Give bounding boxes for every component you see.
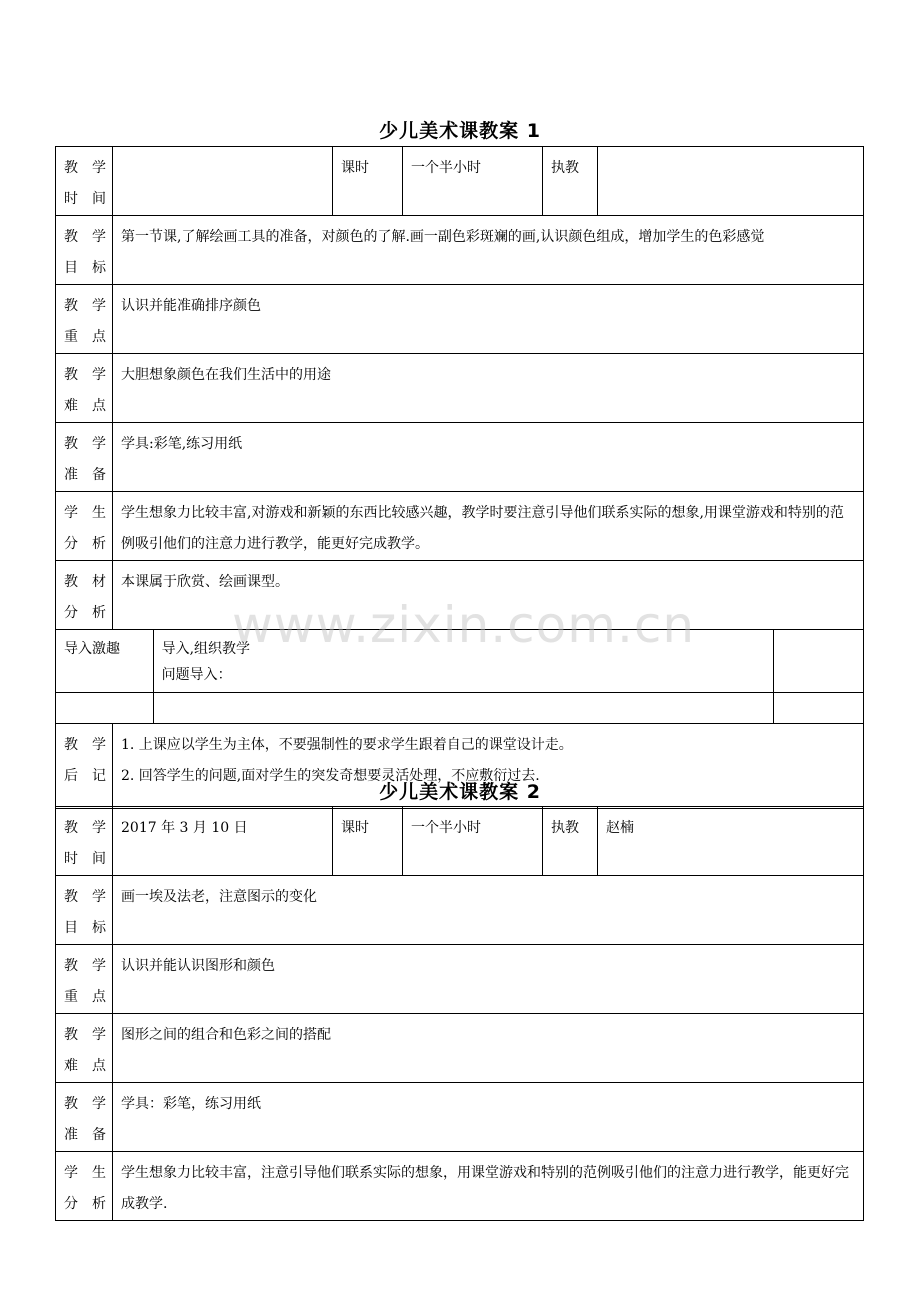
focus-value: 认识并能准确排序颜色 xyxy=(113,285,864,354)
prep-label: 教 学 准备 xyxy=(56,1083,113,1152)
time-value: 2017 年 3 月 10 日 xyxy=(113,807,333,876)
lesson-plan-2-title: 少儿美术课教案 2 xyxy=(379,781,541,803)
time-label: 教 学 时间 xyxy=(56,147,113,216)
student-row xyxy=(56,1152,864,1221)
prep-label: 教 学 准备 xyxy=(56,423,113,492)
intro-inner-table xyxy=(56,630,863,723)
goal-row xyxy=(56,876,864,945)
hours-label: 课时 xyxy=(333,147,403,216)
lesson-plan-1-title: 少儿美术课教案 1 xyxy=(379,120,541,142)
teacher-label: 执教 xyxy=(543,807,598,876)
difficulty-value: 大胆想象颜色在我们生活中的用途 xyxy=(113,354,864,423)
focus-row xyxy=(56,285,864,354)
hours-label: 课时 xyxy=(333,807,403,876)
goal-value: 画一埃及法老，注意图示的变化 xyxy=(113,876,864,945)
difficulty-row xyxy=(56,354,864,423)
reflection-content: 1. 上课应以学生为主体，不要强制性的要求学生跟着自己的课堂设计走。 2. 回答学生的问题,面对学生的突发奇想要灵活处理，不应敷衍过去. xyxy=(113,724,864,809)
teacher-value: 赵楠 xyxy=(598,807,864,876)
prep-value: 学具:彩笔,练习用纸 xyxy=(113,423,864,492)
intro-row xyxy=(56,630,863,692)
focus-label: 教 学 重点 xyxy=(56,285,113,354)
empty-cell xyxy=(56,692,153,723)
intro-label: 导入激趣 xyxy=(56,630,153,692)
teacher-label: 执教 xyxy=(543,147,598,216)
time-row xyxy=(56,807,864,876)
material-row xyxy=(56,561,864,630)
intro-content: 导入,组织教学 问题导入： xyxy=(153,630,774,692)
student-value: 学生想象力比较丰富,对游戏和新颖的东西比较感兴趣，教学时要注意引导他们联系实际的想象,用课堂游戏和特别的范例吸引他们的注意力进行教学，能更好完成教学。 xyxy=(113,492,864,561)
intro-section-cell xyxy=(56,630,864,724)
material-value: 本课属于欣赏、绘画课型。 xyxy=(113,561,864,630)
empty-cell xyxy=(153,692,774,723)
reflection-label: 教 学 后记 xyxy=(56,724,113,809)
prep-row xyxy=(56,423,864,492)
focus-value: 认识并能认识图形和颜色 xyxy=(113,945,864,1014)
time-row xyxy=(56,147,864,216)
difficulty-label: 教 学 难点 xyxy=(56,1014,113,1083)
focus-label: 教 学 重点 xyxy=(56,945,113,1014)
difficulty-row xyxy=(56,1014,864,1083)
goal-value: 第一节课,了解绘画工具的准备，对颜色的了解.画一副色彩斑斓的画,认识颜色组成，增加学生的色彩感觉 xyxy=(113,216,864,285)
lesson-plan-1-table xyxy=(55,146,864,809)
focus-row xyxy=(56,945,864,1014)
time-value xyxy=(113,147,333,216)
prep-value: 学具：彩笔，练习用纸 xyxy=(113,1083,864,1152)
student-row xyxy=(56,492,864,561)
student-label: 学 生 分析 xyxy=(56,492,113,561)
goal-row xyxy=(56,216,864,285)
student-value: 学生想象力比较丰富，注意引导他们联系实际的想象，用课堂游戏和特别的范例吸引他们的注意力进行教学，能更好完成教学. xyxy=(113,1152,864,1221)
prep-row xyxy=(56,1083,864,1152)
difficulty-label: 教 学 难点 xyxy=(56,354,113,423)
intro-empty-row xyxy=(56,692,863,723)
intro-section xyxy=(56,630,864,724)
empty-cell xyxy=(774,692,863,723)
student-label: 学 生 分析 xyxy=(56,1152,113,1221)
material-label: 教 材 分析 xyxy=(56,561,113,630)
time-label: 教 学 时间 xyxy=(56,807,113,876)
hours-value: 一个半小时 xyxy=(403,147,543,216)
intro-extra xyxy=(774,630,863,692)
goal-label: 教 学 目标 xyxy=(56,216,113,285)
watermark: www.zixin.com.cn xyxy=(232,596,696,654)
goal-label: 教 学 目标 xyxy=(56,876,113,945)
hours-value: 一个半小时 xyxy=(403,807,543,876)
teacher-value xyxy=(598,147,864,216)
difficulty-value: 图形之间的组合和色彩之间的搭配 xyxy=(113,1014,864,1083)
lesson-plan-2-table xyxy=(55,806,864,1221)
